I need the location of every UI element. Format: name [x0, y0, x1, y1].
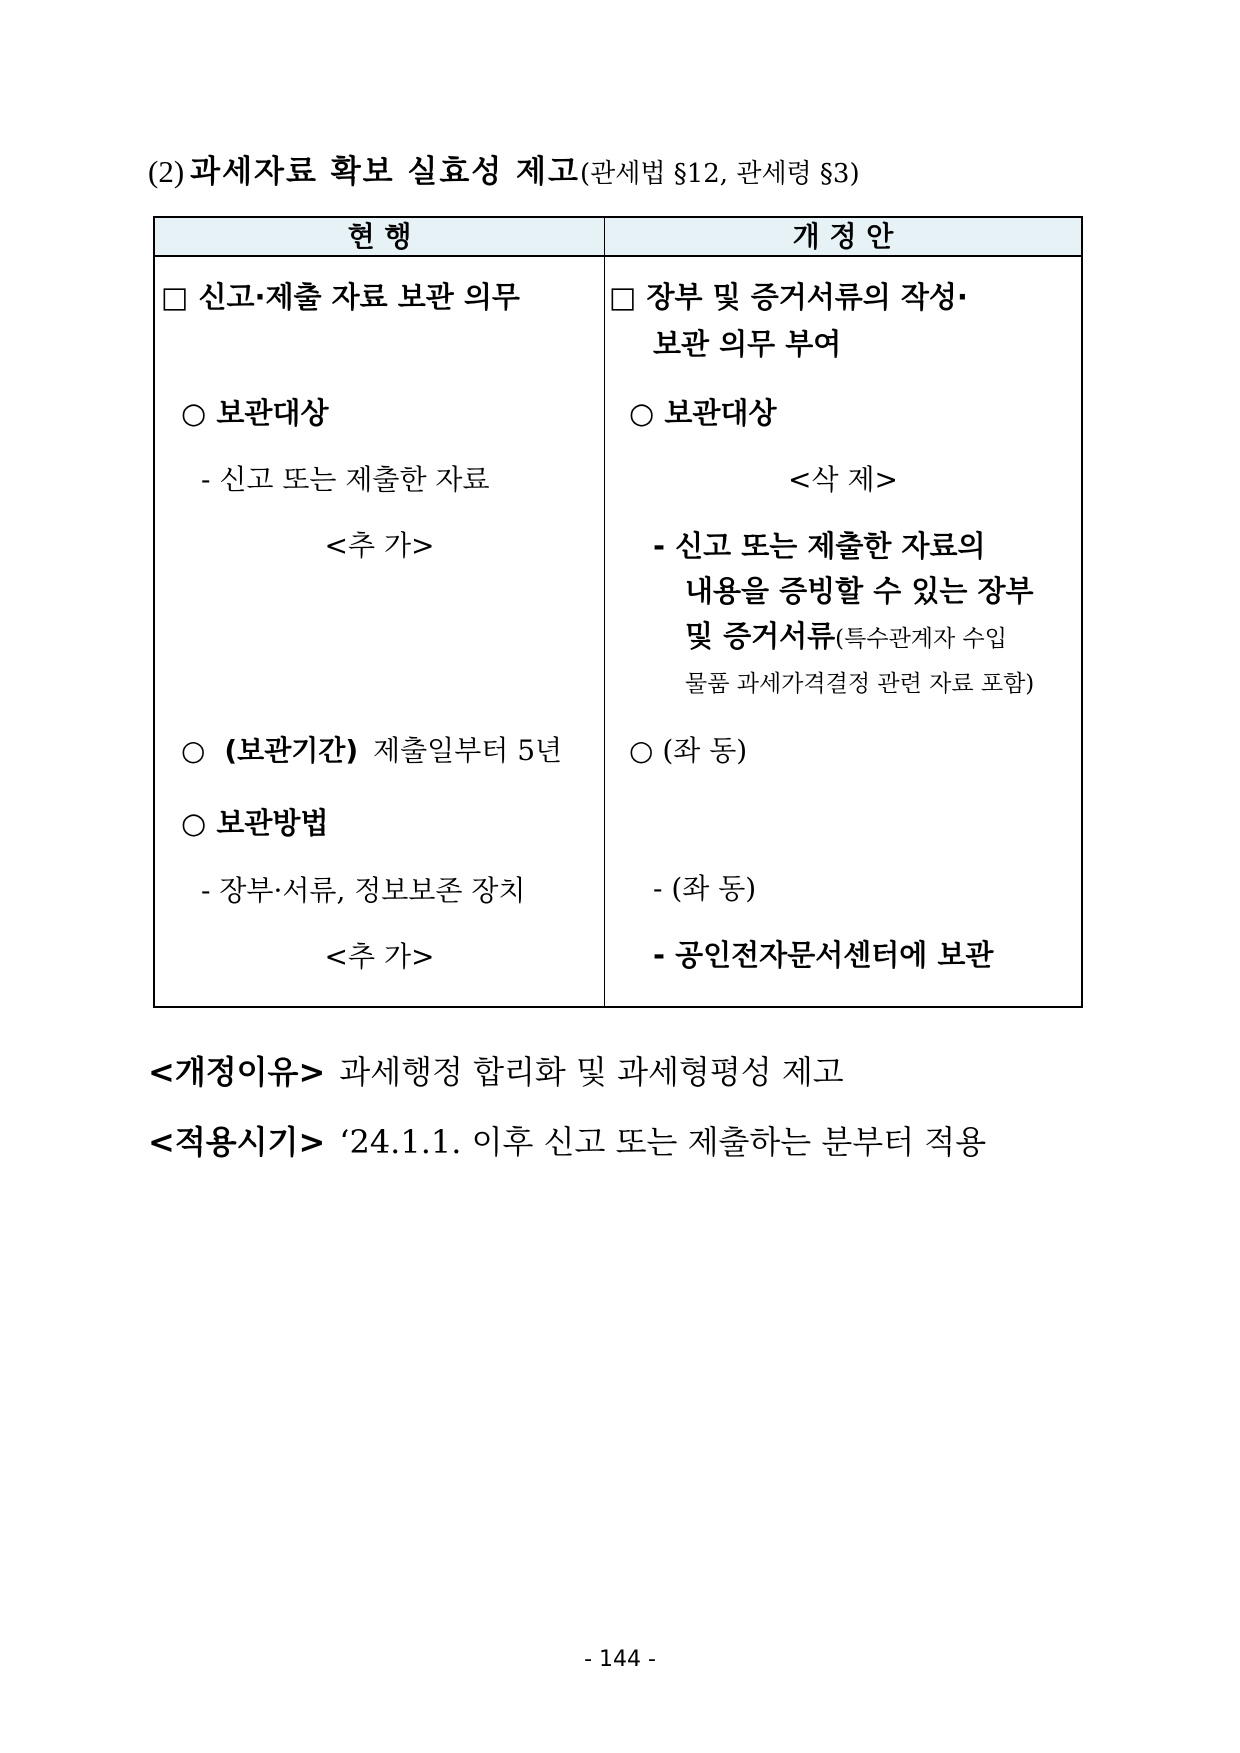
proposed-deletion: <삭 제> — [788, 463, 898, 496]
detail-line3-bold: 및 증거서류 — [685, 619, 836, 653]
current-target-label: ○ 보관대상 — [181, 396, 329, 430]
legal-references: (관세법 §12, 관세령 §3) — [579, 159, 860, 189]
proposed-box-item-line1: □ 장부 및 증거서류의 작성· — [609, 280, 968, 314]
proposed-detail-line1: - 신고 또는 제출한 자료의 — [653, 529, 986, 563]
section-title: 과세자료 확보 실효성 제고 — [190, 154, 580, 190]
current-box-item: □ 신고·제출 자료 보관 의무 — [161, 280, 520, 314]
reason-label: <개정이유> — [148, 1053, 326, 1091]
current-addition-1: <추 가> — [324, 529, 435, 562]
period-label: (보관기간) — [224, 734, 359, 767]
current-method-label: ○ 보관방법 — [181, 806, 329, 840]
current-addition-2: <추 가> — [324, 940, 435, 973]
proposed-storage: - 공인전자문서센터에 보관 — [653, 938, 994, 972]
section-heading — [148, 146, 860, 191]
amendment-table — [153, 216, 1083, 1008]
current-period — [181, 734, 562, 768]
effective-text: ‘24.1.1. 이후 신고 또는 제출하는 분부터 적용 — [339, 1123, 987, 1161]
proposed-detail-note-b: 물품 과세가격결정 관련 자료 포함) — [685, 671, 1035, 697]
current-method-detail: - 장부·서류, 정보보존 장치 — [201, 874, 526, 907]
period-value: 제출일부터 5년 — [373, 734, 563, 767]
section-number: (2) — [148, 154, 185, 189]
page-number: - 144 - — [584, 1647, 656, 1672]
proposed-detail-line2: 내용을 증빙할 수 있는 장부 — [685, 574, 1034, 608]
header-current: 현 행 — [347, 220, 412, 253]
reason-text: 과세행정 합리화 및 과세형평성 제고 — [339, 1053, 844, 1091]
proposed-detail-line3 — [685, 619, 1007, 654]
period-bullet: ○ — [181, 734, 206, 767]
detail-note-a: (특수관계자 수입 — [835, 626, 1007, 652]
effective-label: <적용시기> — [148, 1123, 326, 1161]
current-target-detail: - 신고 또는 제출한 자료 — [201, 463, 490, 496]
proposed-target-label: ○ 보관대상 — [629, 396, 777, 430]
column-divider — [604, 218, 605, 1006]
amendment-reason — [148, 1047, 844, 1093]
proposed-period: ○ (좌 동) — [629, 734, 748, 767]
effective-date — [148, 1117, 986, 1163]
proposed-method-detail: - (좌 동) — [653, 872, 757, 905]
header-proposed: 개 정 안 — [792, 220, 894, 253]
table-header-row — [155, 218, 1081, 257]
proposed-box-item-line2: 보관 의무 부여 — [653, 327, 842, 361]
